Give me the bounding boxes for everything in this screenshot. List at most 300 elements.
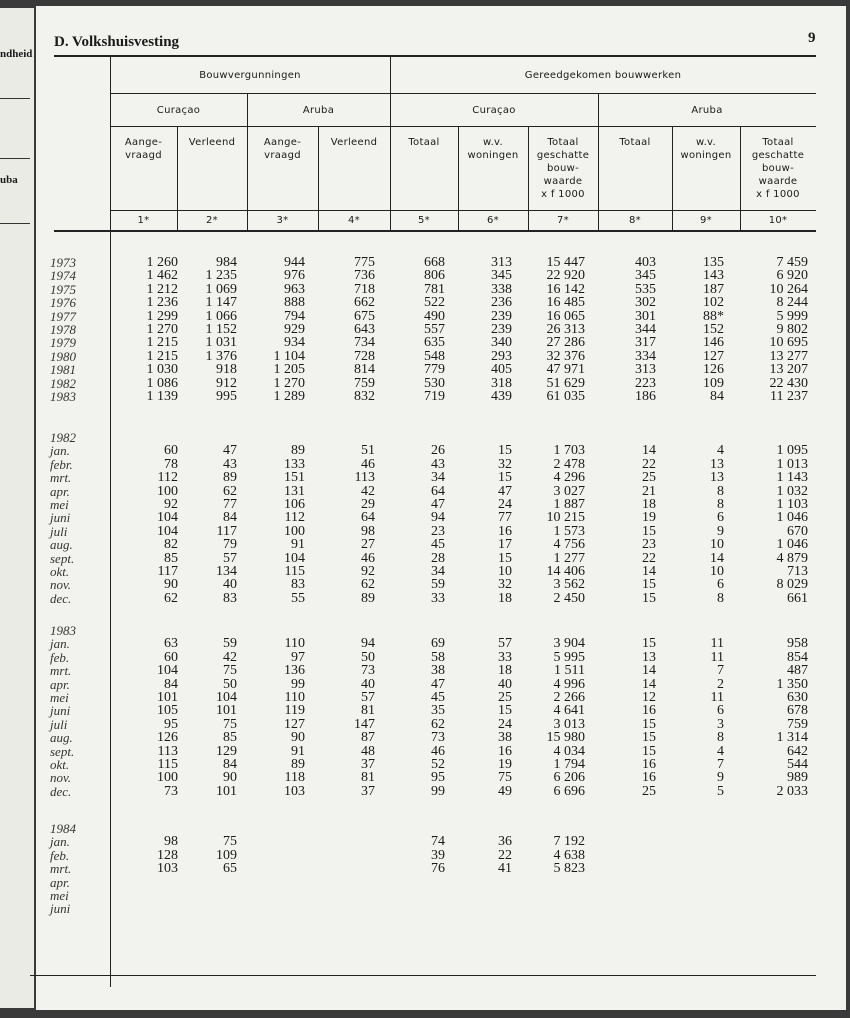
table-cell: 15 (642, 730, 656, 746)
table-cell: 58 (431, 649, 445, 665)
table-cell (656, 862, 724, 875)
table-cell: 678 (787, 703, 808, 719)
table-cell (512, 902, 585, 915)
row-label: nov. (50, 577, 72, 593)
table-cell (724, 876, 808, 889)
table-row (50, 902, 808, 915)
table-cell: 16 (498, 523, 512, 539)
table-cell: 670 (787, 523, 808, 539)
previous-page-fragment: ndheid (0, 48, 33, 60)
header-aruba: Aruba (302, 105, 335, 116)
row-label: 1976 (50, 295, 76, 311)
table-row (50, 323, 808, 336)
table-row (50, 771, 808, 784)
table-cell (724, 849, 808, 862)
table-row (50, 350, 808, 363)
table-cell: 642 (787, 743, 808, 759)
row-label: dec. (50, 590, 72, 606)
row-label: 1984 (50, 821, 76, 836)
table-cell: 50 (223, 676, 237, 692)
table-cell: 94 (431, 510, 445, 526)
table-row (50, 678, 808, 691)
table-cell: 62 (361, 577, 375, 593)
table-cell (305, 876, 375, 889)
table-cell: 1 095 (776, 443, 808, 459)
table-cell: 113 (354, 470, 375, 486)
table-cell: 1 573 (553, 523, 585, 539)
table-cell: 1 066 (205, 308, 237, 324)
table-cell: 814 (354, 362, 375, 378)
table-cell: 338 (491, 281, 512, 297)
row-label: 1977 (50, 308, 76, 324)
table-cell: 9 (717, 770, 724, 786)
table-cell: 28 (431, 550, 445, 566)
table-cell: 302 (635, 295, 656, 311)
table-cell: 1 103 (776, 497, 808, 512)
table-cell: 989 (787, 770, 808, 786)
table-cell: 60 (164, 649, 178, 665)
table-cell: 110 (284, 636, 305, 652)
table-cell: 48 (361, 743, 375, 759)
table-row (50, 565, 808, 578)
table-cell: 530 (424, 375, 445, 391)
table-cell: 112 (284, 510, 305, 526)
table-cell: 99 (291, 676, 305, 692)
table-cell: 15 447 (546, 255, 585, 270)
table-cell: 544 (787, 757, 808, 772)
table-cell: 1 046 (776, 510, 808, 526)
table-cell: 40 (223, 577, 237, 593)
row-label: jan. (50, 834, 70, 850)
table-cell: 5 999 (776, 308, 808, 324)
table-cell: 119 (284, 703, 305, 719)
rule (110, 210, 816, 211)
table-cell: 89 (291, 757, 305, 772)
table-cell: 16 142 (546, 281, 585, 297)
table-cell: 186 (635, 389, 656, 404)
column-number: 7* (557, 215, 569, 226)
table-cell: 84 (710, 389, 724, 404)
column-number: 9* (700, 215, 712, 226)
table-cell: 37 (361, 783, 375, 799)
table-cell: 3 904 (553, 636, 585, 652)
table-cell: 62 (431, 716, 445, 732)
table-cell: 117 (157, 564, 178, 579)
table-cell: 22 (642, 550, 656, 566)
table-cell: 46 (361, 550, 375, 566)
table-cell: 13 207 (769, 362, 808, 378)
row-label: juni (50, 901, 71, 917)
table-cell: 90 (164, 577, 178, 593)
table-cell (237, 835, 305, 848)
table-cell: 34 (431, 564, 445, 579)
table-cell: 944 (284, 255, 305, 270)
table-cell: 47 971 (546, 362, 585, 378)
table-row (50, 377, 808, 390)
table-cell: 4 638 (553, 847, 585, 863)
table-cell (178, 876, 237, 889)
table-cell: 734 (354, 335, 375, 351)
table-row (50, 835, 808, 848)
table-row (50, 704, 808, 717)
table-cell (110, 889, 178, 902)
row-label: 1982 (50, 375, 76, 391)
period-year-label (50, 822, 110, 835)
table-cell: 1 794 (553, 757, 585, 772)
table-cell: 9 (717, 523, 724, 539)
table-cell: 18 (498, 590, 512, 606)
table-cell: 779 (424, 362, 445, 378)
table-cell: 10 (710, 564, 724, 579)
table-cell: 1 069 (205, 281, 237, 297)
table-cell: 1 212 (146, 281, 178, 297)
row-label: febr. (50, 456, 73, 472)
table-cell: 129 (216, 743, 237, 759)
row-label: 1983 (50, 623, 76, 638)
table-cell: 781 (424, 281, 445, 297)
row-label: jan. (50, 636, 70, 652)
table-row (50, 637, 808, 650)
table-cell: 963 (284, 281, 305, 297)
table-cell: 100 (284, 523, 305, 539)
table-cell (724, 902, 808, 915)
row-label: juni (50, 703, 71, 719)
table-row (50, 283, 808, 296)
table-cell: 32 (498, 577, 512, 593)
table-cell: 806 (424, 268, 445, 284)
table-cell: 15 (498, 550, 512, 566)
table-cell (585, 835, 656, 848)
table-cell: 34 (431, 470, 445, 486)
table-cell: 4 (717, 743, 724, 759)
table-cell: 105 (157, 703, 178, 719)
rule (110, 126, 816, 127)
table-cell: 854 (787, 649, 808, 665)
table-cell: 6 206 (553, 770, 585, 786)
table-cell: 47 (431, 676, 445, 692)
table-cell: 1 289 (273, 389, 305, 404)
table-cell: 24 (498, 497, 512, 512)
table-row (50, 511, 808, 524)
table-row (50, 269, 808, 282)
row-label: 1975 (50, 281, 76, 297)
table-cell: 98 (361, 523, 375, 539)
column-header-label: w.v. woningen (680, 137, 732, 161)
table-cell: 127 (284, 716, 305, 732)
table-cell: 103 (284, 783, 305, 799)
column-header-label: Totaal geschatte bouw- waarde x f 1000 (536, 137, 590, 200)
table-row (50, 256, 808, 269)
table-cell: 6 920 (776, 268, 808, 284)
table-cell (178, 889, 237, 902)
table-row (50, 485, 808, 498)
row-label: juni (50, 510, 71, 526)
column-number: 1* (137, 215, 150, 226)
column-number: 3* (276, 215, 289, 226)
table-cell: 1 215 (146, 335, 178, 351)
table-cell (656, 902, 724, 915)
column-number: 6* (487, 215, 499, 226)
table-cell: 21 (642, 483, 656, 499)
table-cell: 13 (710, 470, 724, 486)
table-cell (656, 876, 724, 889)
table-cell: 7 (717, 757, 724, 772)
table-cell: 12 (642, 690, 656, 705)
table-row (50, 651, 808, 664)
table-cell: 1 013 (776, 456, 808, 472)
table-cell (445, 902, 512, 915)
table-cell (305, 862, 375, 875)
table-cell: 1 350 (776, 676, 808, 692)
table-cell: 92 (164, 497, 178, 512)
table-cell: 405 (491, 362, 512, 378)
header-bottom-rule (54, 230, 816, 232)
table-cell: 59 (431, 577, 445, 593)
table-cell: 77 (498, 510, 512, 526)
table-cell: 888 (284, 295, 305, 311)
table-cell: 3 (717, 716, 724, 732)
table-cell: 89 (291, 443, 305, 459)
table-cell: 4 756 (553, 537, 585, 553)
table-cell (512, 889, 585, 902)
table-cell: 32 (498, 456, 512, 472)
table-cell: 2 450 (553, 590, 585, 606)
table-cell: 36 (498, 834, 512, 850)
table-cell: 37 (361, 757, 375, 772)
table-cell: 3 562 (553, 577, 585, 593)
column-header-label: Totaal geschatte bouw- waarde x f 1000 (751, 137, 805, 200)
table-cell: 103 (157, 861, 178, 877)
table-row (50, 471, 808, 484)
table-cell (237, 876, 305, 889)
table-cell: 13 (710, 456, 724, 472)
row-label: feb. (50, 649, 70, 665)
table-cell: 18 (642, 497, 656, 512)
table-cell: 403 (635, 255, 656, 270)
table-cell: 117 (216, 523, 237, 539)
column-header-label: Verleend (330, 137, 378, 148)
table-cell: 32 376 (546, 348, 585, 364)
table-cell: 1 887 (553, 497, 585, 512)
table-cell: 10 695 (769, 335, 808, 351)
table-cell: 115 (284, 564, 305, 579)
table-cell: 713 (787, 564, 808, 579)
table-cell: 958 (787, 636, 808, 652)
row-label: nov. (50, 770, 72, 786)
previous-page-fragment: uba (0, 174, 18, 186)
row-label: apr. (50, 483, 70, 499)
table-cell: 89 (361, 590, 375, 606)
table-cell: 4 034 (553, 743, 585, 759)
table-cell: 340 (491, 335, 512, 351)
table-cell: 73 (361, 663, 375, 679)
table-cell: 313 (491, 255, 512, 270)
table-cell: 38 (431, 663, 445, 679)
header-top-rule (54, 55, 816, 57)
table-cell: 84 (164, 676, 178, 692)
column-header-label: w.v. woningen (467, 137, 519, 161)
table-cell: 19 (642, 510, 656, 526)
table-cell: 16 (642, 770, 656, 786)
table-cell: 5 823 (553, 861, 585, 877)
row-label: jan. (50, 443, 70, 459)
row-label: mei (50, 888, 69, 903)
table-cell: 83 (291, 577, 305, 593)
period-year-label (50, 624, 110, 637)
table-cell: 8 (717, 730, 724, 746)
row-label: apr. (50, 676, 70, 692)
table-cell: 100 (157, 483, 178, 499)
table-row (50, 592, 808, 605)
table-cell: 668 (424, 255, 445, 270)
table-row (50, 336, 808, 349)
table-cell (237, 862, 305, 875)
table-cell: 40 (361, 676, 375, 692)
table-cell: 81 (361, 770, 375, 786)
header-bouwvergunningen: Bouwvergunningen (199, 70, 301, 81)
table-cell: 112 (157, 470, 178, 486)
table-cell: 14 (642, 676, 656, 692)
table-cell: 1 270 (146, 322, 178, 337)
table-row (50, 862, 808, 875)
table-cell: 4 296 (553, 470, 585, 486)
table-cell: 29 (361, 497, 375, 512)
table-cell (305, 902, 375, 915)
table-cell (724, 862, 808, 875)
table-cell: 4 879 (776, 550, 808, 566)
table-cell: 10 215 (546, 510, 585, 526)
row-label: mrt. (50, 470, 72, 486)
table-cell: 89 (223, 470, 237, 486)
table-cell: 15 (498, 443, 512, 459)
table-cell: 1 205 (273, 362, 305, 378)
table-cell: 8 029 (776, 577, 808, 593)
table-row (50, 363, 808, 376)
table-cell: 15 (498, 703, 512, 719)
table-cell: 134 (216, 564, 237, 579)
table-row (50, 664, 808, 677)
table-cell: 718 (354, 281, 375, 297)
table-cell (375, 889, 445, 902)
table-cell: 239 (491, 322, 512, 337)
table-cell: 49 (498, 783, 512, 799)
table-cell (585, 849, 656, 862)
row-label: aug. (50, 537, 73, 553)
table-cell: 25 (498, 690, 512, 705)
column-header-label: Totaal (408, 137, 440, 148)
table-cell: 128 (157, 847, 178, 863)
table-row (50, 310, 808, 323)
column-number: 2* (206, 215, 218, 226)
table-cell: 1 235 (205, 268, 237, 284)
table-cell: 345 (635, 268, 656, 284)
row-label: 1978 (50, 322, 76, 337)
table-cell: 18 (498, 663, 512, 679)
table-row (50, 458, 808, 471)
table-cell: 1 031 (205, 335, 237, 351)
table-cell: 6 (717, 577, 724, 593)
table-cell: 113 (157, 743, 178, 759)
table-cell (237, 849, 305, 862)
table-row (50, 525, 808, 538)
page-number: 9 (808, 30, 816, 46)
table-cell: 643 (354, 322, 375, 337)
header-curacao: Curaçao (156, 105, 201, 116)
table-cell: 91 (291, 743, 305, 759)
row-label: 1980 (50, 348, 76, 364)
table-cell: 63 (164, 636, 178, 652)
table-cell: 43 (431, 456, 445, 472)
table-cell: 126 (703, 362, 724, 378)
table-cell: 143 (703, 268, 724, 284)
table-cell (445, 876, 512, 889)
table-cell: 50 (361, 649, 375, 665)
table-cell: 110 (284, 690, 305, 705)
table-cell (656, 889, 724, 902)
table-cell: 94 (361, 636, 375, 652)
table-cell: 41 (498, 861, 512, 877)
table-cell: 27 (361, 537, 375, 553)
table-cell: 10 (710, 537, 724, 553)
table-cell: 14 (642, 443, 656, 459)
table-cell (724, 835, 808, 848)
table-cell: 11 (710, 649, 724, 665)
table-cell (585, 889, 656, 902)
table-row (50, 691, 808, 704)
table-cell: 630 (787, 690, 808, 705)
table-cell: 2 (717, 676, 724, 692)
table-cell: 75 (223, 834, 237, 850)
table-cell: 14 406 (546, 564, 585, 579)
table-cell: 35 (431, 703, 445, 719)
table-cell (585, 902, 656, 915)
table-cell: 99 (431, 783, 445, 799)
table-cell: 535 (635, 281, 656, 297)
table-cell: 1 270 (273, 375, 305, 391)
table-cell (237, 889, 305, 902)
table-cell: 27 286 (546, 335, 585, 351)
table-cell (656, 849, 724, 862)
table-cell: 10 (498, 564, 512, 579)
table-cell: 75 (223, 716, 237, 732)
table-cell: 313 (635, 362, 656, 378)
table-cell: 7 192 (553, 834, 585, 850)
table-cell: 106 (284, 497, 305, 512)
table-cell: 4 996 (553, 676, 585, 692)
table-cell: 662 (354, 295, 375, 311)
table-cell: 101 (157, 690, 178, 705)
table-cell: 984 (216, 255, 237, 270)
table-cell: 10 264 (769, 281, 808, 297)
table-cell: 42 (361, 483, 375, 499)
table-cell: 16 (642, 703, 656, 719)
table-cell: 76 (431, 861, 445, 877)
table-cell: 759 (787, 716, 808, 732)
row-label: juli (50, 716, 68, 732)
table-cell: 62 (164, 590, 178, 606)
table-cell: 59 (223, 636, 237, 652)
table-cell: 104 (216, 690, 237, 705)
table-cell: 1 376 (205, 348, 237, 364)
table-cell: 102 (703, 295, 724, 311)
row-label: 1983 (50, 389, 76, 404)
table-cell: 133 (284, 456, 305, 472)
row-label: mei (50, 690, 69, 705)
section-title: D. Volkshuisvesting (54, 34, 180, 50)
column-header-label: Aange- vraagd (263, 137, 302, 161)
table-cell: 17 (498, 537, 512, 553)
table-cell: 1 215 (146, 348, 178, 364)
